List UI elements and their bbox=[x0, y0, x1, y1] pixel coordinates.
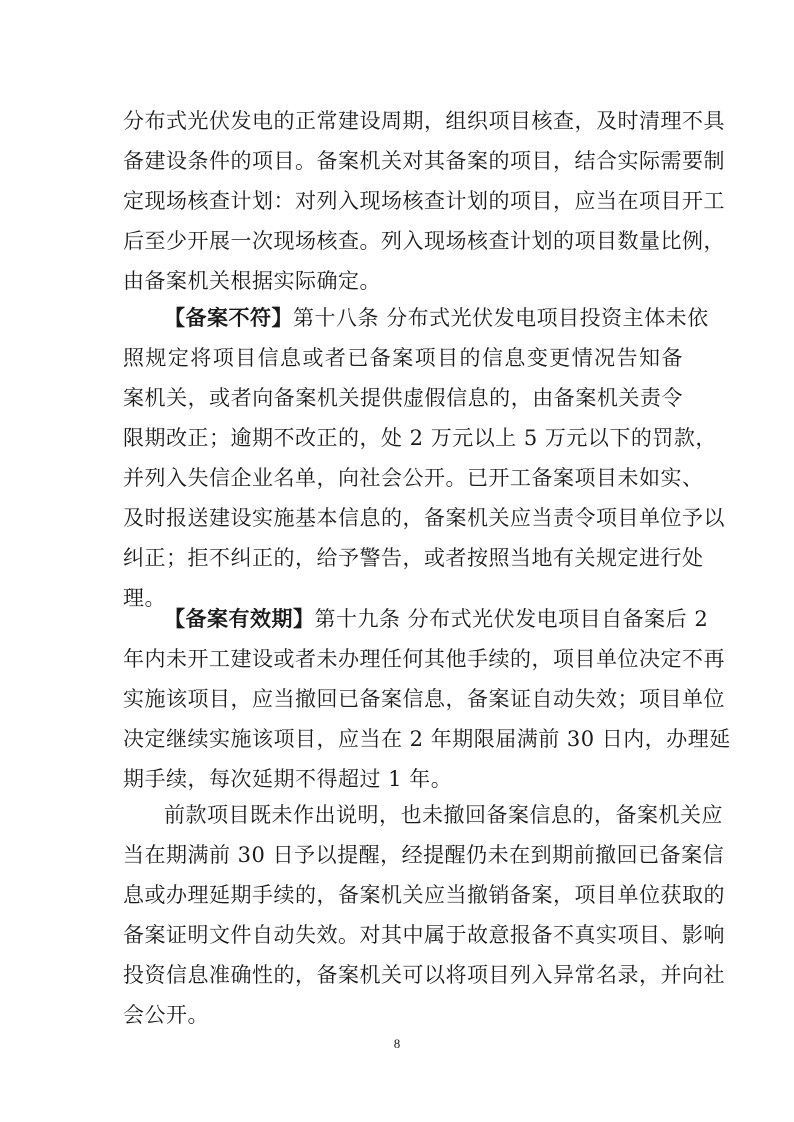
text-line: 由备案机关根据实际确定。 bbox=[123, 269, 381, 293]
text-line: 当在期满前 30 日予以提醒，经提醒仍未在到期前撤回已备案信 bbox=[123, 843, 725, 867]
article-19-first-line bbox=[164, 599, 709, 639]
text-line: 及时报送建设实施基本信息的，备案机关应当责令项目单位予以 bbox=[123, 506, 725, 530]
text-line: 并列入失信企业名单，向社会公开。已开工备案项目未如实、 bbox=[123, 466, 704, 490]
text-line: 照规定将项目信息或者已备案项目的信息变更情况告知备 bbox=[123, 346, 683, 370]
text-line: 决定继续实施该项目，应当在 2 年期限届满前 30 日内，办理延 bbox=[123, 727, 731, 751]
text-line: 理。 bbox=[123, 586, 166, 610]
text-line: 分布式光伏发电的正常建设周期，组织项目核查，及时清理不具 bbox=[123, 109, 725, 133]
article-18-heading: 【备案不符】 bbox=[164, 305, 293, 330]
text-line: 案机关，或者向备案机关提供虚假信息的，由备案机关责令 bbox=[123, 386, 683, 410]
text-line: 会公开。 bbox=[123, 1003, 209, 1027]
text-line: 前款项目既未作出说明，也未撤回备案信息的，备案机关应 bbox=[164, 803, 723, 827]
text-line: 实施该项目，应当撤回已备案信息，备案证自动失效；项目单位 bbox=[123, 687, 725, 711]
paragraph-continuation bbox=[123, 101, 725, 301]
text-line: 纠正；拒不纠正的，给予警告，或者按照当地有关规定进行处 bbox=[123, 546, 704, 570]
paragraph-article-18 bbox=[123, 298, 725, 618]
text-line: 期手续，每次延期不得超过 1 年。 bbox=[123, 767, 453, 791]
text-line: 息或办理延期手续的，备案机关应当撤销备案，项目单位获取的 bbox=[123, 883, 725, 907]
article-19-heading: 【备案有效期】 bbox=[164, 606, 315, 631]
text-line: 后至少开展一次现场核查。列入现场核查计划的项目数量比例， bbox=[123, 229, 725, 253]
text-line: 限期改正；逾期不改正的，处 2 万元以上 5 万元以下的罚款， bbox=[123, 426, 717, 450]
text-line: 投资信息准确性的，备案机关可以将项目列入异常名录，并向社 bbox=[123, 963, 725, 987]
page-number: 8 bbox=[393, 1036, 401, 1051]
article-18-first-line bbox=[164, 298, 709, 338]
article-19-first-text: 第十九条 分布式光伏发电项目自备案后 2 bbox=[314, 607, 709, 631]
text-line: 备案证明文件自动失效。对其中属于故意报备不真实项目、影响 bbox=[123, 923, 725, 947]
text-line: 备建设条件的项目。备案机关对其备案的项目，结合实际需要制 bbox=[123, 149, 725, 173]
paragraph-reminder bbox=[123, 795, 725, 1035]
article-18-first-text: 第十八条 分布式光伏发电项目投资主体未依 bbox=[293, 306, 709, 330]
text-line: 年内未开工建设或者未办理任何其他手续的，项目单位决定不再 bbox=[123, 647, 725, 671]
text-line: 定现场核查计划：对列入现场核查计划的项目，应当在项目开工 bbox=[123, 189, 725, 213]
paragraph-article-19 bbox=[123, 599, 731, 799]
